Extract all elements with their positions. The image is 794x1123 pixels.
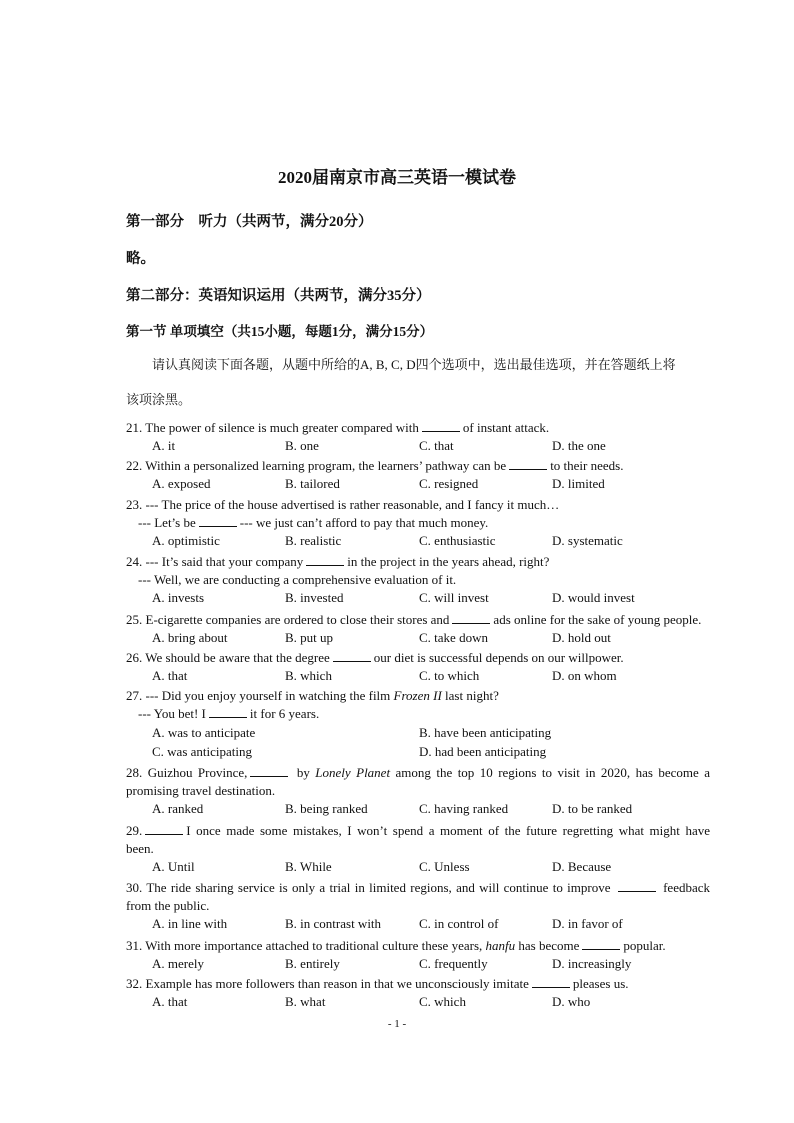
answer-blank: [582, 937, 620, 950]
option-b: B. While: [285, 859, 332, 874]
option-c: C. that: [419, 438, 454, 453]
question-stem-cont: promising travel destination.: [126, 783, 276, 798]
question-stem-tail: --- we just can’t afford to pay that much money.: [239, 515, 489, 530]
answer-blank: [199, 514, 237, 527]
option-b: B. what: [285, 994, 326, 1009]
option-a: A. it: [152, 438, 176, 453]
instruction-line1: 请认真阅读下面各题，从题中所给的A, B, C, D四个选项中，选出最佳选项，并在答题纸上将: [152, 357, 676, 372]
option-b: B. realistic: [285, 533, 342, 548]
option-b: B. invested: [285, 590, 344, 605]
option-d: D. Because: [552, 859, 612, 874]
option-a: A. invests: [152, 590, 204, 605]
option-d: D. on whom: [552, 668, 617, 683]
option-b: B. have been anticipating: [419, 725, 552, 740]
question-stem-tail: among the top 10 regions to visit in 2020, has become a: [395, 765, 711, 780]
answer-blank: [509, 457, 547, 470]
question-stem: 23. --- The price of the house advertised is rather reasonable, and I fancy it much…: [126, 497, 560, 512]
part2-heading: 第二部分：英语知识运用（共两节，满分35分）: [126, 288, 431, 304]
page-number: - 1 -: [387, 1018, 407, 1030]
option-a: A. that: [152, 994, 188, 1009]
question-stem-cont: --- Let’s be: [138, 515, 196, 530]
answer-blank: [618, 879, 656, 892]
option-d: D. increasingly: [552, 956, 632, 971]
question-26: [126, 649, 710, 685]
question-30: [126, 879, 710, 933]
question-stem: 21. The power of silence is much greater compared with: [126, 420, 419, 435]
question-stem: 26. We should be aware that the degree: [126, 650, 330, 665]
option-d: D. systematic: [552, 533, 623, 548]
question-stem-tail: last night?: [445, 688, 499, 703]
question-stem: 30. The ride sharing service is only a trial in limited regions, and will continue to improve: [126, 880, 611, 895]
question-stem-mid: has become: [518, 938, 580, 953]
question-stem-tail: it for 6 years.: [249, 706, 320, 721]
option-b: B. one: [285, 438, 319, 453]
answer-blank: [209, 705, 247, 718]
option-b: B. tailored: [285, 476, 340, 491]
option-c: C. frequently: [419, 956, 488, 971]
omitted-note: 略。: [126, 251, 155, 267]
option-b: B. put up: [285, 630, 334, 645]
question-stem: 27. --- Did you enjoy yourself in watching the film: [126, 688, 391, 703]
option-a: A. ranked: [152, 801, 204, 816]
option-c: C. take down: [419, 630, 488, 645]
question-stem-tail: to their needs.: [550, 458, 624, 473]
part1-heading: 第一部分 听力（共两节，满分20分）: [126, 214, 373, 230]
question-stem-cont: --- Well, we are conducting a comprehensive evaluation of it.: [138, 572, 457, 587]
option-b: B. being ranked: [285, 801, 368, 816]
question-28: [126, 764, 710, 818]
option-c: C. enthusiastic: [419, 533, 496, 548]
option-d: D. to be ranked: [552, 801, 633, 816]
option-d: D. in favor of: [552, 916, 623, 931]
question-23: [126, 496, 710, 550]
option-d: D. would invest: [552, 590, 635, 605]
question-22: [126, 457, 710, 493]
question-stem: 32. Example has more followers than reason in that we unconsciously imitate: [126, 976, 529, 991]
question-stem: 24. --- It’s said that your company: [126, 554, 304, 569]
option-a: A. bring about: [152, 630, 228, 645]
option-b: B. in contrast with: [285, 916, 382, 931]
option-a: A. optimistic: [152, 533, 220, 548]
question-stem-tail: in the project in the years ahead, right?: [347, 554, 550, 569]
option-a: A. exposed: [152, 476, 211, 491]
option-c: C. in control of: [419, 916, 499, 931]
question-stem-cont: from the public.: [126, 898, 210, 913]
option-a: A. in line with: [152, 916, 228, 931]
question-stem-tail: feedback: [663, 880, 711, 895]
question-stem-tail: of instant attack.: [462, 420, 550, 435]
question-31: [126, 937, 710, 973]
film-title: Frozen II: [393, 688, 442, 703]
question-stem-tail: popular.: [623, 938, 666, 953]
option-c: C. which: [419, 994, 466, 1009]
answer-blank: [422, 419, 460, 432]
option-a: A. Until: [152, 859, 195, 874]
section1-heading: 第一节 单项填空（共15小题，每题1分，满分15分）: [126, 324, 434, 339]
option-d: D. the one: [552, 438, 606, 453]
option-c: C. was anticipating: [152, 744, 253, 759]
question-27: [126, 687, 710, 762]
question-stem: 28. Guizhou Province,: [126, 765, 248, 780]
question-29: [126, 822, 710, 876]
option-b: B. entirely: [285, 956, 340, 971]
question-25: [126, 611, 710, 647]
answer-blank: [145, 822, 183, 835]
option-c: C. Unless: [419, 859, 470, 874]
question-stem-tail: I once made some mistakes, I won’t spend a moment of the future regretting what might have: [186, 823, 710, 838]
answer-blank: [333, 649, 371, 662]
option-a: A. was to anticipate: [152, 725, 256, 740]
option-a: A. that: [152, 668, 188, 683]
option-d: D. limited: [552, 476, 605, 491]
answer-blank: [250, 764, 288, 777]
question-stem-tail: ads online for the sake of young people.: [493, 612, 702, 627]
question-stem: 31. With more importance attached to traditional culture these years,: [126, 938, 483, 953]
option-c: C. to which: [419, 668, 480, 683]
option-c: C. resigned: [419, 476, 479, 491]
question-stem-cont: been.: [126, 841, 154, 856]
question-stem-tail: our diet is successful depends on our willpower.: [373, 650, 624, 665]
question-stem-cont: --- You bet! I: [138, 706, 206, 721]
question-stem-tail: pleases us.: [572, 976, 629, 991]
question-stem: 22. Within a personalized learning program, the learners’ pathway can be: [126, 458, 507, 473]
answer-blank: [532, 975, 570, 988]
option-c: C. having ranked: [419, 801, 509, 816]
answer-blank: [306, 553, 344, 566]
option-d: D. who: [552, 994, 591, 1009]
answer-blank: [452, 611, 490, 624]
option-d: D. hold out: [552, 630, 611, 645]
option-c: C. will invest: [419, 590, 489, 605]
question-24: [126, 553, 710, 607]
option-b: B. which: [285, 668, 332, 683]
option-a: A. merely: [152, 956, 204, 971]
instruction-line2: 该项涂黑。: [126, 392, 192, 407]
question-21: [126, 419, 710, 455]
question-stem: 29.: [126, 823, 143, 838]
publication-name: Lonely Planet: [315, 765, 391, 780]
option-d: D. had been anticipating: [419, 744, 547, 759]
question-stem: 25. E-cigarette companies are ordered to close their stores and: [126, 612, 450, 627]
question-stem-mid: by: [296, 765, 310, 780]
page-title: 2020届南京市高三英语一模试卷: [278, 168, 516, 187]
question-32: [126, 975, 710, 1011]
hanfu-term: hanfu: [485, 938, 516, 953]
